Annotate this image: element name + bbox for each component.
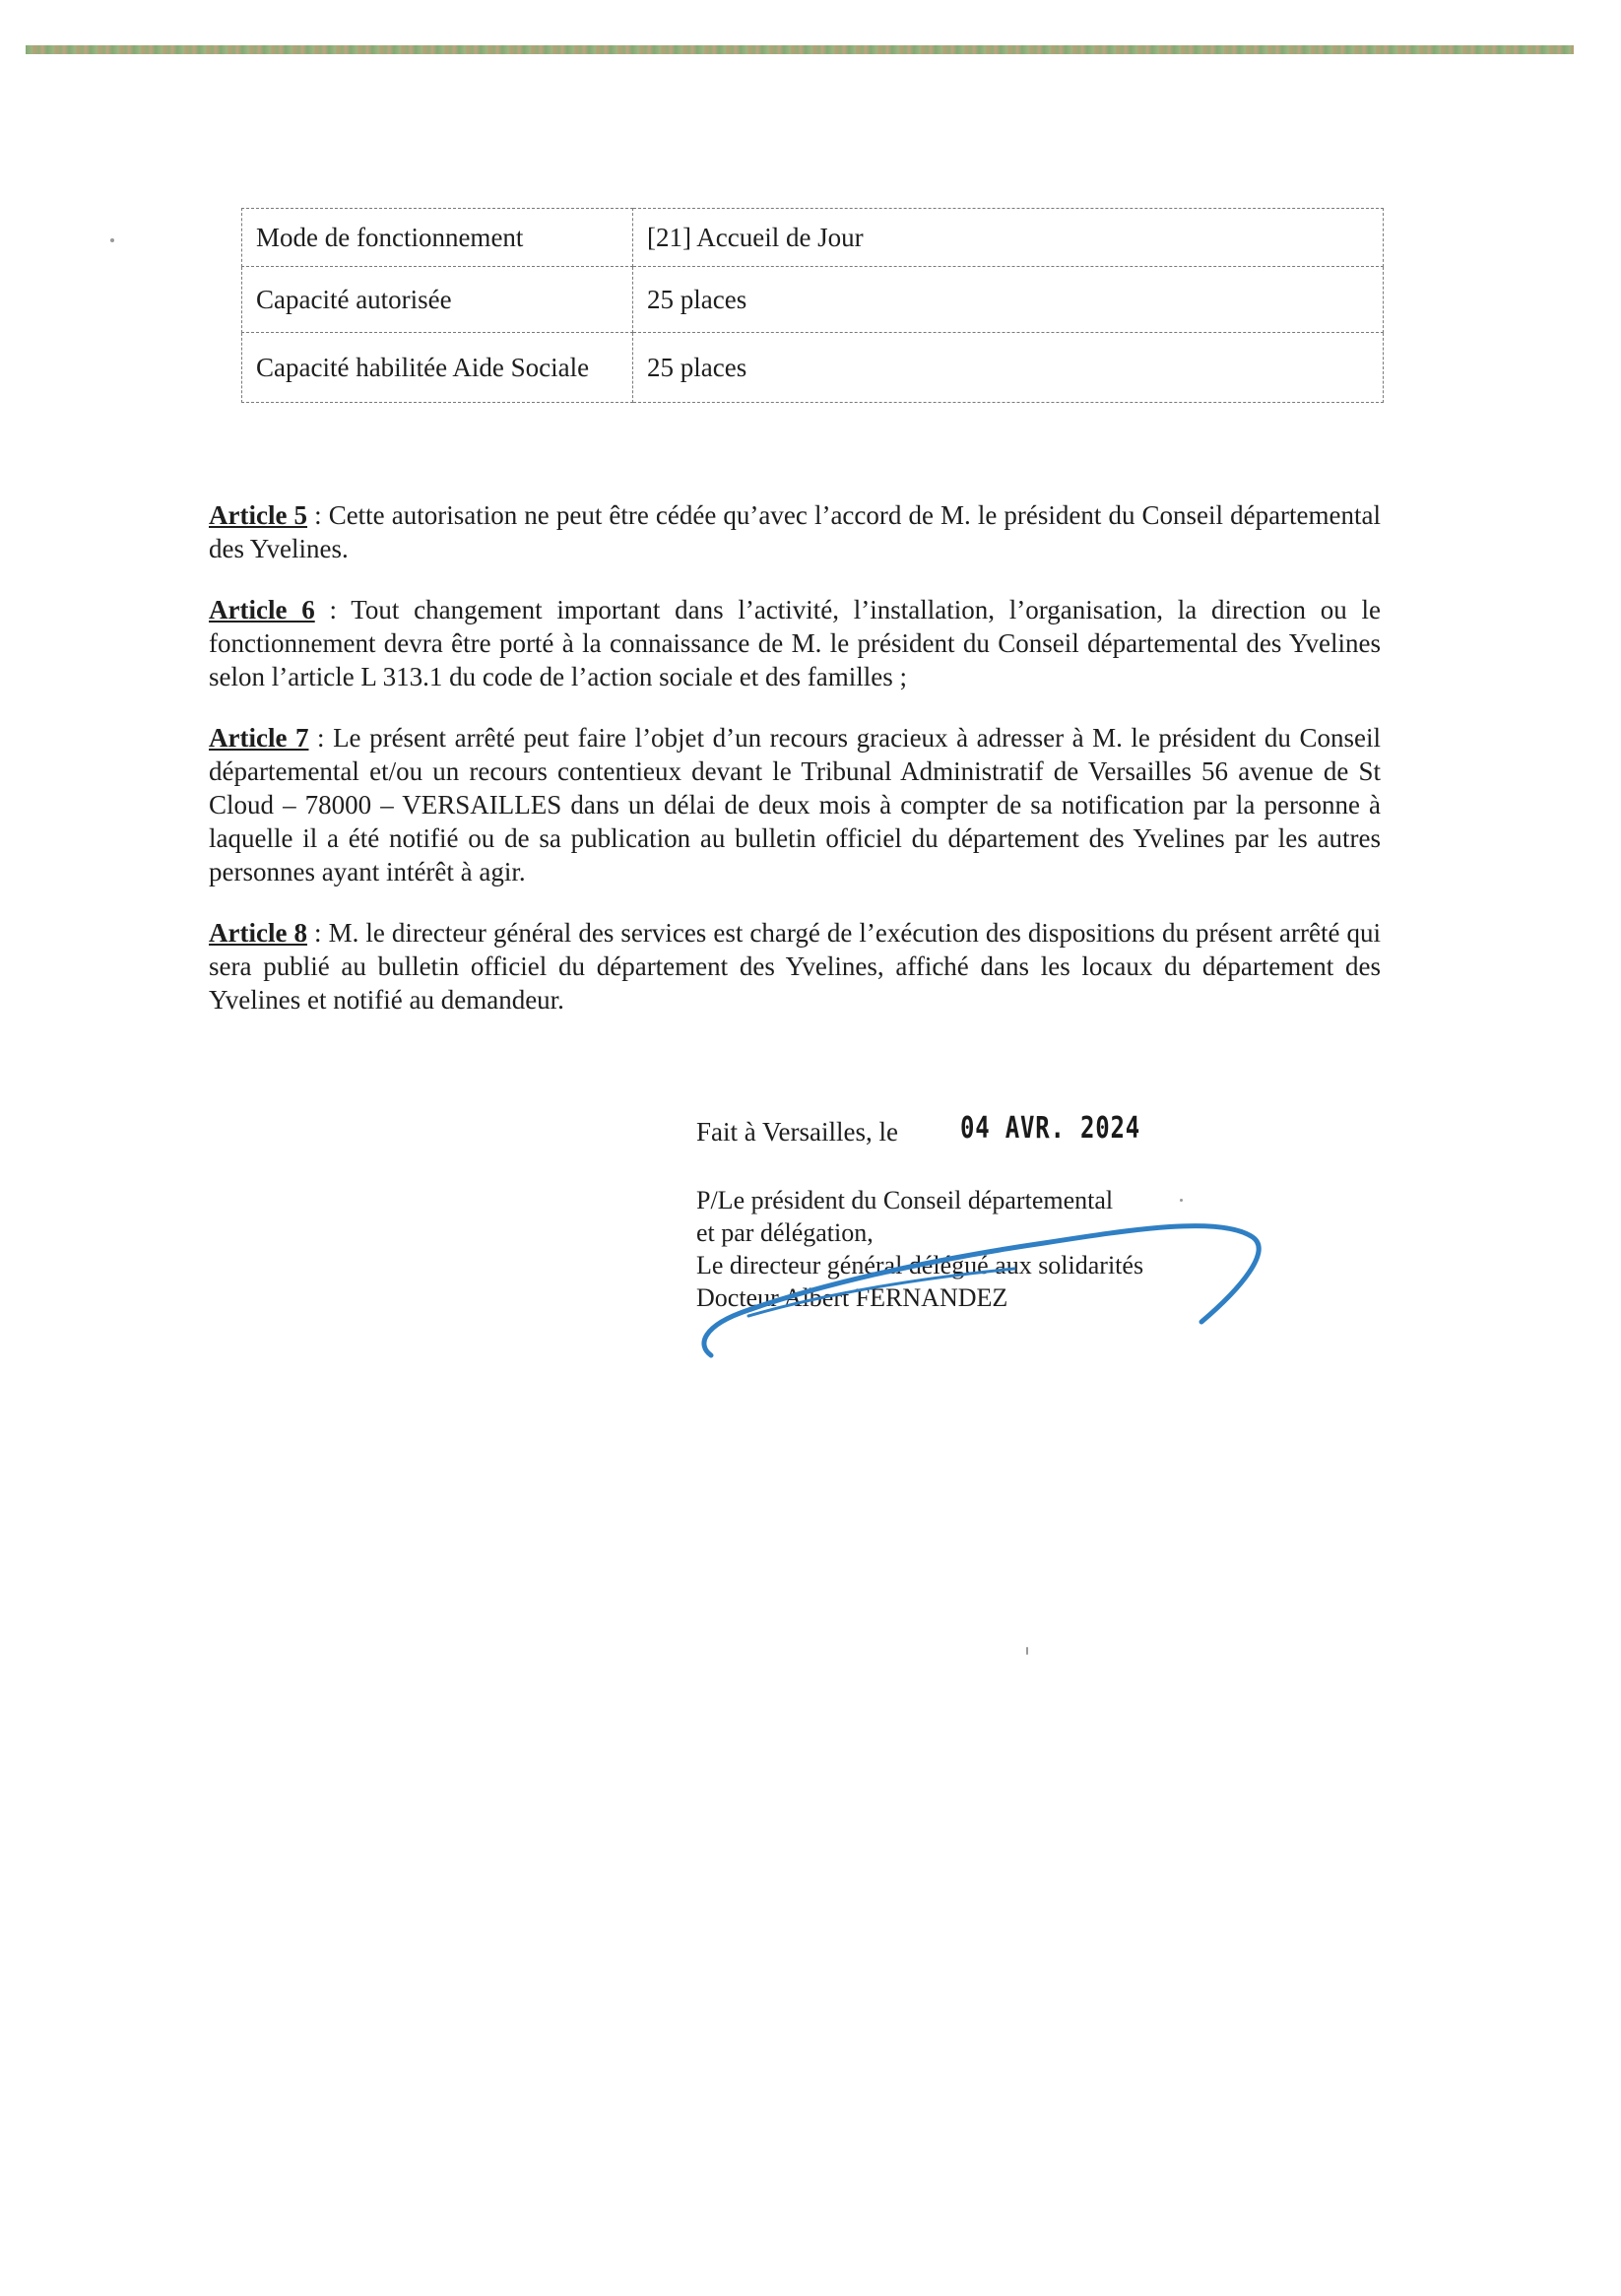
article-6 (209, 593, 1381, 693)
signatory-line: et par délégation, (696, 1218, 874, 1247)
scan-speck (110, 238, 114, 242)
articles-section (209, 498, 1381, 1044)
article-7 (209, 721, 1381, 888)
table-cell-label: Capacité habilitée Aide Sociale (242, 333, 633, 403)
table-cell-value: 25 places (633, 267, 1384, 333)
table-cell-value: [21] Accueil de Jour (633, 209, 1384, 267)
table-cell-value: 25 places (633, 333, 1384, 403)
article-separator: : (306, 918, 329, 948)
article-8 (209, 916, 1381, 1017)
signatory-name: Docteur Albert FERNANDEZ (696, 1283, 1008, 1312)
article-label: Article 8 (209, 918, 307, 948)
date-stamp: 04 AVR. 2024 (960, 1111, 1140, 1146)
article-text: M. le directeur général des services est chargé de l’exécution des dispositions du présent arrêté qui sera publié au bulletin officiel du département des Yvelines, affiché dans les locaux du département des Yvelines et notifié au demandeur. (209, 918, 1381, 1015)
header-color-band (26, 45, 1574, 54)
article-text: Cette autorisation ne peut être cédée qu’avec l’accord de M. le président du Conseil départemental des Yvelines. (209, 500, 1382, 563)
article-label: Article 6 (209, 595, 315, 624)
table-cell-label: Mode de fonctionnement (242, 209, 633, 267)
article-5 (209, 498, 1381, 565)
handwritten-signature (689, 1200, 1280, 1367)
article-label: Article 5 (209, 500, 308, 530)
signatory-line: P/Le président du Conseil départemental (696, 1186, 1114, 1214)
article-separator: : (307, 500, 329, 530)
table-row (242, 267, 1384, 333)
article-separator: : (308, 723, 334, 753)
place-date-label: Fait à Versailles, le (696, 1117, 898, 1147)
table-row (242, 333, 1384, 403)
signatory-line: Le directeur général délégué aux solidarités (696, 1251, 1144, 1279)
table-row (242, 209, 1384, 267)
article-text: Le présent arrêté peut faire l’objet d’un recours gracieux à adresser à M. le président du Conseil départemental et/ou un recours contentieux devant le Tribunal Administratif de Versailles 56 avenue de St Cloud – 78000 – VERSAILLES dans un délai de deux mois à compter de sa notification par la personne à laquelle il a été notifié ou de sa publication au bulletin officiel du département des Yvelines par les autres personnes ayant intérêt à agir. (209, 723, 1381, 886)
establishment-info-table (241, 208, 1384, 403)
scan-speck (1026, 1647, 1028, 1655)
article-label: Article 7 (209, 723, 309, 753)
article-text: Tout changement important dans l’activité, l’installation, l’organisation, la direction ou le fonctionnement devra être porté à la connaissance de M. le président du Conseil départemental des Yvelines selon l’article L 313.1 du code de l’action sociale et des familles ; (209, 595, 1382, 691)
article-separator: : (314, 595, 352, 624)
table-cell-label: Capacité autorisée (242, 267, 633, 333)
scan-speck (1180, 1199, 1183, 1202)
